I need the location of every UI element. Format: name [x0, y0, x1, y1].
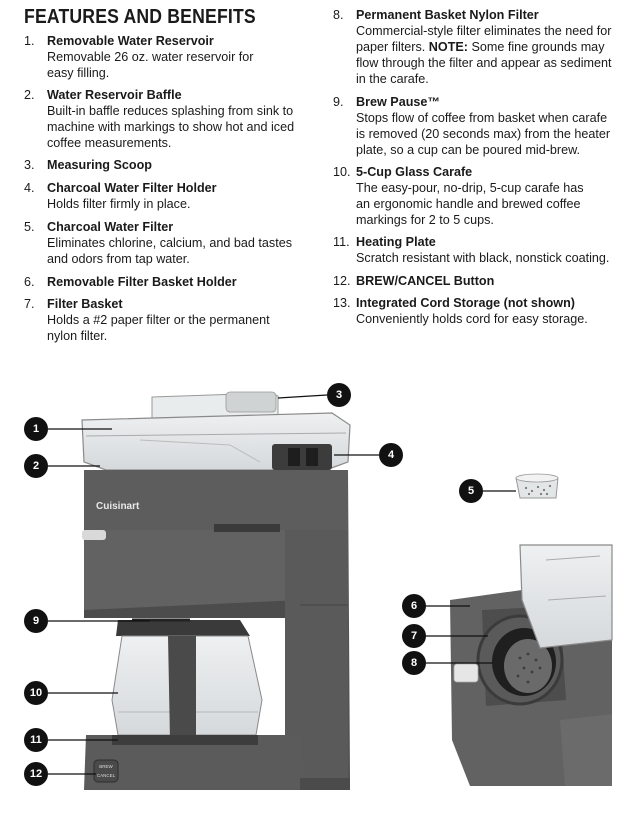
coffee-maker-illustration — [82, 392, 350, 790]
callout-8: 8 — [402, 651, 426, 675]
callout-11: 11 — [24, 728, 48, 752]
callout-10: 10 — [24, 681, 48, 705]
feature-title: Heating Plate — [356, 235, 436, 249]
basket-detail-illustration — [450, 545, 612, 786]
feature-description-line: coffee measurements. — [47, 136, 172, 150]
callout-3: 3 — [327, 383, 351, 407]
callout-2: 2 — [24, 454, 48, 478]
feature-description-line: markings for 2 to 5 cups. — [356, 213, 494, 227]
feature-number: 3. — [24, 158, 35, 172]
feature-title: 5-Cup Glass Carafe — [356, 165, 473, 179]
callout-4: 4 — [379, 443, 403, 467]
feature-title: Integrated Cord Storage (not shown) — [356, 296, 575, 310]
feature-description-line: plate, so a cup can be poured mid-brew. — [356, 143, 581, 157]
cancel-label: CANCEL — [96, 773, 116, 778]
feature-title: Removable Filter Basket Holder — [47, 275, 237, 289]
feature-title: Charcoal Water Filter — [47, 220, 174, 234]
feature-description-line: is removed (20 seconds max) from the heater — [356, 127, 611, 141]
callout-12: 12 — [24, 762, 48, 786]
charcoal-filter-illustration — [516, 474, 558, 498]
feature-description-line: Conveniently holds cord for easy storage. — [356, 312, 588, 326]
feature-number: 11. — [333, 235, 350, 249]
feature-number: 10. — [333, 165, 351, 179]
feature-description-line: in the carafe. — [356, 72, 429, 86]
feature-number: 13. — [333, 296, 351, 310]
feature-description-line: Stops flow of coffee from basket when carafe — [356, 111, 608, 125]
feature-number: 2. — [24, 88, 35, 102]
feature-number: 12. — [333, 274, 351, 288]
cuisinart-logo: Cuisinart — [96, 501, 140, 512]
feature-number: 5. — [24, 220, 35, 234]
feature-title: Removable Water Reservoir — [47, 34, 214, 48]
feature-title: Brew Pause™ — [356, 95, 440, 109]
feature-description-line: Commercial-style filter eliminates the need for — [356, 24, 612, 38]
feature-title: BREW/CANCEL Button — [356, 274, 495, 288]
feature-description-line: Removable 26 oz. water reservoir for — [47, 50, 254, 64]
feature-number: 9. — [333, 95, 344, 109]
feature-title: Permanent Basket Nylon Filter — [356, 8, 539, 22]
feature-number: 7. — [24, 297, 35, 311]
feature-description-line: Built-in baffle reduces splashing from sink to — [47, 104, 294, 118]
brew-label: BREW — [99, 764, 113, 769]
feature-title: Filter Basket — [47, 297, 123, 311]
callout-9: 9 — [24, 609, 48, 633]
feature-description-line: Eliminates chlorine, calcium, and bad tastes — [47, 236, 293, 250]
callout-5: 5 — [459, 479, 483, 503]
feature-number: 4. — [24, 181, 35, 195]
feature-title: Charcoal Water Filter Holder — [47, 181, 217, 195]
feature-description-line: paper filters. NOTE: Some fine grounds may — [356, 40, 605, 54]
page-heading: FEATURES AND BENEFITS — [24, 5, 256, 28]
feature-description-line: easy filling. — [47, 66, 110, 80]
feature-number: 1. — [24, 34, 35, 48]
callout-6: 6 — [402, 594, 426, 618]
feature-description-line: Holds a #2 paper filter or the permanent — [47, 313, 270, 327]
feature-description-line: The easy-pour, no-drip, 5-cup carafe has — [356, 181, 584, 195]
feature-description-line: flow through the filter and appear as sediment — [356, 56, 612, 70]
feature-description-line: an ergonomic handle and brewed coffee — [356, 197, 581, 211]
feature-title: Water Reservoir Baffle — [47, 88, 182, 102]
callout-1: 1 — [24, 417, 48, 441]
feature-description-line: nylon filter. — [47, 329, 108, 343]
feature-description-line: Holds filter firmly in place. — [47, 197, 191, 211]
feature-number: 8. — [333, 8, 344, 22]
callout-7: 7 — [402, 624, 426, 648]
feature-title: Measuring Scoop — [47, 158, 152, 172]
feature-number: 6. — [24, 275, 35, 289]
feature-description-line: and odors from tap water. — [47, 252, 190, 266]
feature-description-line: machine with markings to show hot and iced — [47, 120, 295, 134]
feature-description-line: Scratch resistant with black, nonstick coating. — [356, 251, 610, 265]
